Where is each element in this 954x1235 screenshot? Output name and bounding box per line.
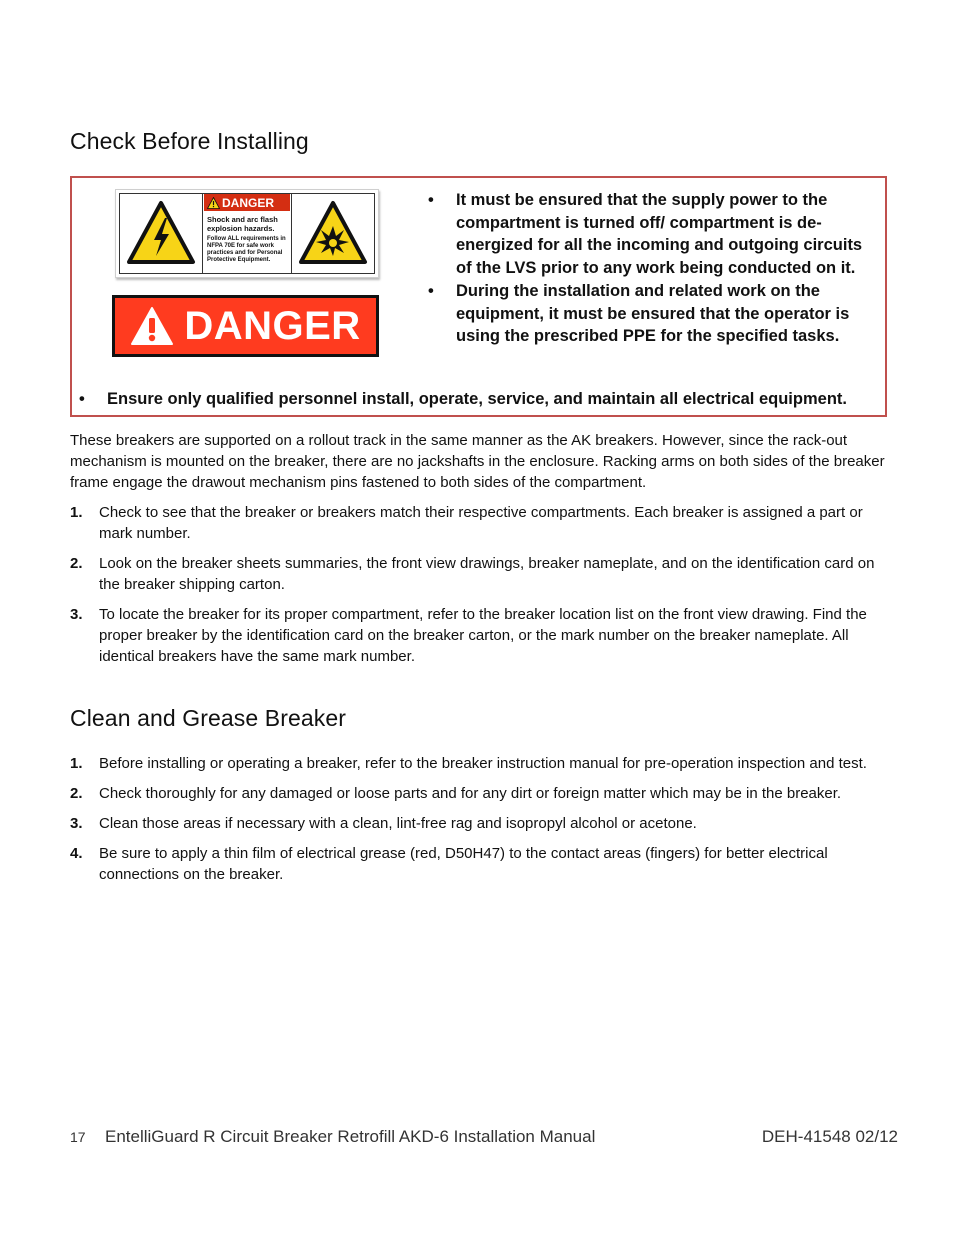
list-item: 4. Be sure to apply a thin film of electrical grease (red, D50H47) to the contact areas (fingers) for better electrical connections on the breaker. <box>70 845 828 883</box>
list-item: 2. Check thoroughly for any damaged or loose parts and for any dirt or foreign matter which may be in the breaker. <box>70 785 842 802</box>
check-steps-list <box>70 502 890 676</box>
danger-hazard-text: Shock and arc flash explosion hazards. <box>207 215 278 233</box>
grease-steps-list <box>70 753 890 894</box>
rollout-track-paragraph: These breakers are supported on a rollout track in the same manner as the AK breakers. However, since the rack-out mechanism is mounted on the breaker, there are no jackshafts in the enclosure. Racking arms on both sides of the breaker frame engage the drawout mechanism pins fastened to both sides of the compartment. <box>70 432 885 491</box>
danger-large-text: DANGER <box>184 303 361 348</box>
warning-bullet: • It must be ensured that the supply power to the compartment is turned off/ compartment is de-energized for all the incoming and outgoing circuits of the LVS prior to any work being conducted on it. <box>428 189 878 280</box>
arc-flash-explosion-icon <box>291 194 374 273</box>
page-footer <box>70 1127 898 1149</box>
danger-header: DANGER <box>204 194 290 211</box>
danger-label-large <box>112 295 379 357</box>
list-item: 3. To locate the breaker for its proper compartment, refer to the breaker location list on the front view drawing. Find the proper breaker by the identification card on the breaker carton, or the mark number on the breaker nameplate. All identical breakers have the same mark number. <box>70 606 867 665</box>
electric-shock-icon <box>120 194 203 273</box>
warning-bullet: • During the installation and related work on the equipment, it must be ensured that the operator is using the prescribed PPE for the specified tasks. <box>428 280 878 348</box>
warning-bullet-list <box>428 189 878 348</box>
danger-warning-box <box>70 176 887 417</box>
section-heading-check-before-installing: Check Before Installing <box>70 128 309 154</box>
qualified-personnel-bullet: • Ensure only qualified personnel install, operate, service, and maintain all electrical equipment. <box>79 388 907 410</box>
danger-label-small <box>115 189 379 278</box>
list-item: 3. Clean those areas if necessary with a clean, lint-free rag and isopropyl alcohol or acetone. <box>70 815 697 832</box>
section-heading-clean-and-grease: Clean and Grease Breaker <box>70 705 346 731</box>
manual-title: EntelliGuard R Circuit Breaker Retrofill AKD-6 Installation Manual <box>105 1127 596 1146</box>
list-item: 1. Before installing or operating a breaker, refer to the breaker instruction manual for pre-operation inspection and test. <box>70 755 867 772</box>
page-number: 17 <box>70 1129 86 1145</box>
list-item: 2. Look on the breaker sheets summaries, the front view drawings, breaker nameplate, and on the identification card on the breaker shipping carton. <box>70 555 875 593</box>
warning-triangle-icon <box>207 197 220 209</box>
list-item: 1. Check to see that the breaker or breakers match their respective compartments. Each breaker is assigned a part or mark number. <box>70 504 863 542</box>
danger-instruction-text: Follow ALL requirements in NFPA 70E for safe work practices and for Personal Protective Equipment. <box>207 236 286 263</box>
exclamation-triangle-icon <box>130 306 174 346</box>
document-id: DEH-41548 02/12 <box>761 1127 898 1146</box>
